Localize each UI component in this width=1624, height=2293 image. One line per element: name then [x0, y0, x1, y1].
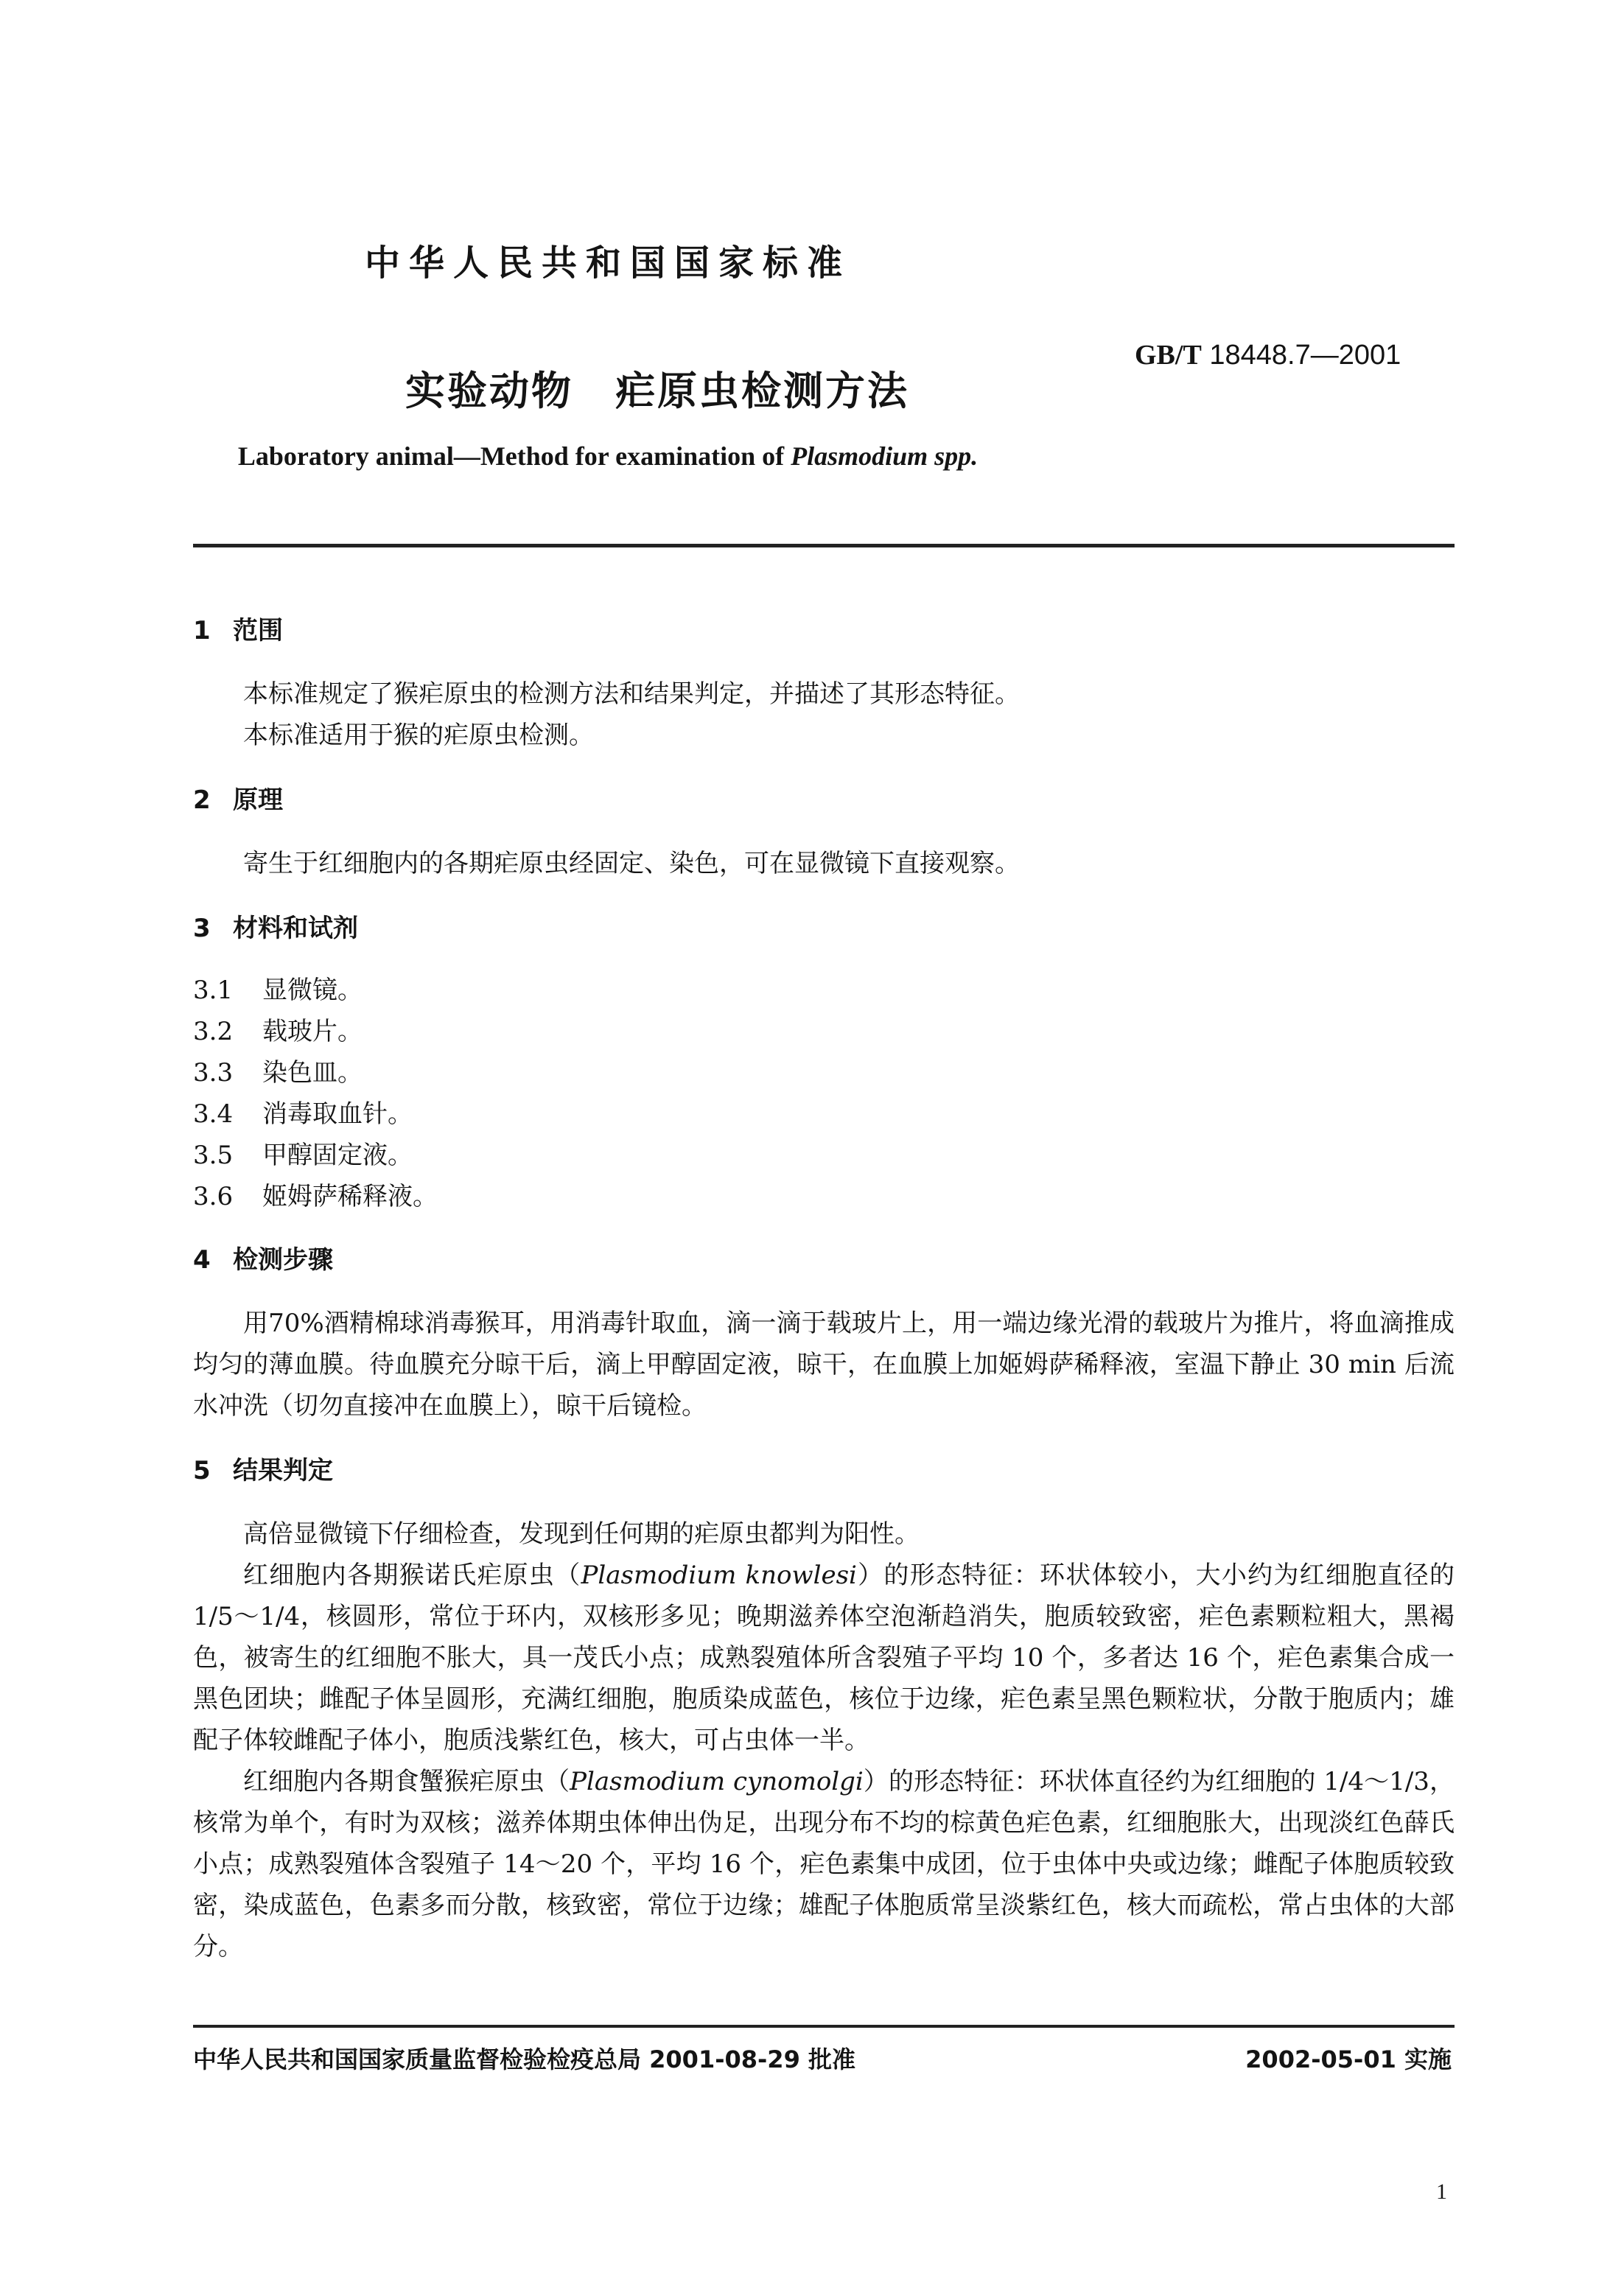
paragraph: 寄生于红细胞内的各期疟原虫经固定、染色，可在显微镜下直接观察。: [243, 849, 1020, 878]
section-title-text: 检测步骤: [233, 1245, 333, 1275]
standard-number: [1135, 339, 1401, 371]
section-4-title: [193, 1239, 1455, 1281]
list-item: [193, 1011, 1455, 1052]
section-title-text: 材料和试剂: [233, 914, 358, 943]
section-5-title: [193, 1450, 1455, 1491]
list-item: [193, 1176, 1455, 1217]
header-divider: [193, 544, 1455, 547]
list-item-number: 3.2: [193, 1017, 234, 1046]
list-item-text: 载玻片。: [262, 1017, 363, 1046]
list-item-number: 3.3: [193, 1058, 234, 1088]
list-item-number: 3.5: [193, 1141, 234, 1170]
list-item-text: 显微镜。: [262, 976, 363, 1005]
section-3-title: [193, 908, 1455, 949]
footer-divider: [193, 2025, 1455, 2028]
document-body: [193, 610, 1455, 1967]
paragraph: 高倍显微镜下仔细检查，发现到任何期的疟原虫都判为阳性。: [243, 1519, 920, 1549]
section-2-title: [193, 780, 1455, 821]
section-1-title: [193, 610, 1455, 651]
species-name: Plasmodium cynomolgi: [570, 1767, 864, 1796]
page-number: 1: [1436, 2180, 1447, 2204]
section-title-text: 原理: [233, 785, 283, 815]
paragraph-text: ）的形态特征：环状体直径约为红细胞的 1/4～1/3，核常为单个，有时为双核；滋养体期虫体伸出伪足，出现分布不均的棕黄色疟色素，红细胞胀大，出现淡红色薛氏小点；成熟裂殖体含裂殖子 14～20 个，平均 16 个，疟色素集中成团，位于虫体中央或边缘；雌配子体胞质较致密，染成蓝色，色素多而分散，核致密，常位于边缘；雄配子体胞质常呈淡紫红色，核大而疏松，常占虫体的大部分。: [193, 1767, 1455, 1961]
list-item-text: 甲醇固定液。: [262, 1141, 413, 1170]
paragraph: [193, 1555, 1455, 1761]
paragraph: 用70%酒精棉球消毒猴耳，用消毒针取血，滴一滴于载玻片上，用一端边缘光滑的载玻片为推片，将血滴推成均匀的薄血膜。待血膜充分晾干后，滴上甲醇固定液，晾干，在血膜上加姬姆萨稀释液，室温下静止 30 min 后流水冲洗（切勿直接冲在血膜上），晾干后镜检。: [193, 1309, 1455, 1421]
paragraph-text: 红细胞内各期猴诺氏疟原虫（: [243, 1561, 581, 1590]
section-title-text: 结果判定: [233, 1456, 333, 1485]
list-item-number: 3.1: [193, 976, 234, 1005]
english-title-prefix: Laboratory animal—Method for examination of: [237, 441, 791, 471]
list-item: [193, 1135, 1455, 1176]
standard-code: GB/T: [1135, 340, 1202, 371]
list-item-text: 姬姆萨稀释液。: [262, 1182, 438, 1211]
list-item: [193, 970, 1455, 1011]
section-number: 2: [193, 785, 211, 815]
section-number: 3: [193, 914, 211, 943]
page-title: 实验动物 疟原虫检测方法: [405, 368, 909, 414]
list-item-text: 染色皿。: [262, 1058, 363, 1088]
english-title: [0, 441, 1216, 472]
paragraph-text: ）的形态特征：环状体较小，大小约为红细胞直径的 1/5～1/4，核圆形，常位于环内，双核形多见；晚期滋养体空泡渐趋消失，胞质较致密，疟色素颗粒粗大，黑褐色，被寄生的红细胞不胀大，具一茂氏小点；成熟裂殖体所含裂殖子平均 10 个，多者达 16 个，疟色素集合成一黑色团块；雌配子体呈圆形，充满红细胞，胞质染成蓝色，核位于边缘，疟色素呈黑色颗粒状，分散于胞质内；雄配子体较雌配子体小，胞质浅紫红色，核大，可占虫体一半。: [193, 1561, 1455, 1755]
list-item: [193, 1052, 1455, 1093]
paragraph: [193, 1761, 1455, 1967]
section-number: 4: [193, 1245, 211, 1275]
paragraph-text: 红细胞内各期食蟹猴疟原虫（: [243, 1767, 570, 1796]
section-number: 1: [193, 616, 211, 645]
paragraph: 本标准适用于猴的疟原虫检测。: [243, 721, 594, 750]
standard-number-value: 18448.7—2001: [1209, 340, 1401, 371]
section-number: 5: [193, 1456, 211, 1485]
approval-statement: 中华人民共和国国家质量监督检验检疫总局 2001-08-29 批准: [193, 2045, 855, 2073]
section-title-text: 范围: [233, 616, 283, 645]
national-standard-heading: 中华人民共和国国家标准: [364, 242, 851, 284]
english-title-latin: Plasmodium spp.: [791, 441, 979, 471]
list-item-number: 3.6: [193, 1182, 234, 1211]
list-item-text: 消毒取血针。: [262, 1099, 413, 1129]
paragraph: 本标准规定了猴疟原虫的检测方法和结果判定，并描述了其形态特征。: [243, 679, 1020, 709]
effective-date: 2002-05-01 实施: [1245, 2045, 1452, 2073]
list-item: [193, 1093, 1455, 1135]
list-item-number: 3.4: [193, 1099, 234, 1129]
materials-list: [193, 970, 1455, 1217]
species-name: Plasmodium knowlesi: [581, 1561, 857, 1590]
